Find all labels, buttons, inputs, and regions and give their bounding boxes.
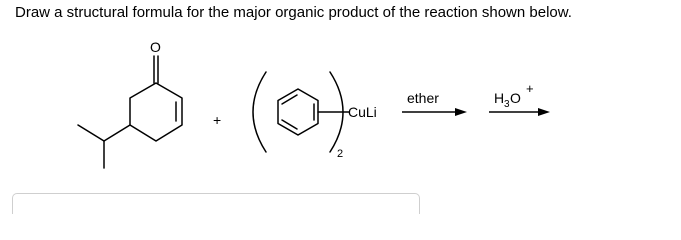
step2-reagent-base: H bbox=[494, 90, 505, 106]
step1-reagent: ether bbox=[407, 90, 439, 106]
ketone-oxygen-label: O bbox=[150, 39, 161, 55]
reactant-cuprate bbox=[253, 72, 349, 152]
cuprate-subscript: 2 bbox=[337, 148, 344, 160]
question-prompt: Draw a structural formula for the major organic product of the reaction shown below. bbox=[15, 4, 572, 21]
step2-arrow bbox=[489, 108, 550, 116]
step1-arrow bbox=[402, 108, 467, 116]
plus-sign: + bbox=[213, 112, 222, 128]
reactant-enone bbox=[78, 56, 182, 168]
step2-reagent-tail: O bbox=[510, 90, 521, 106]
cuprate-label: CuLi bbox=[348, 104, 377, 120]
step2-reagent-charge: + bbox=[526, 81, 534, 96]
answer-drawing-area[interactable] bbox=[12, 193, 420, 214]
step2-reagent bbox=[494, 81, 534, 110]
step2-reagent-sub: 3 bbox=[504, 99, 510, 110]
